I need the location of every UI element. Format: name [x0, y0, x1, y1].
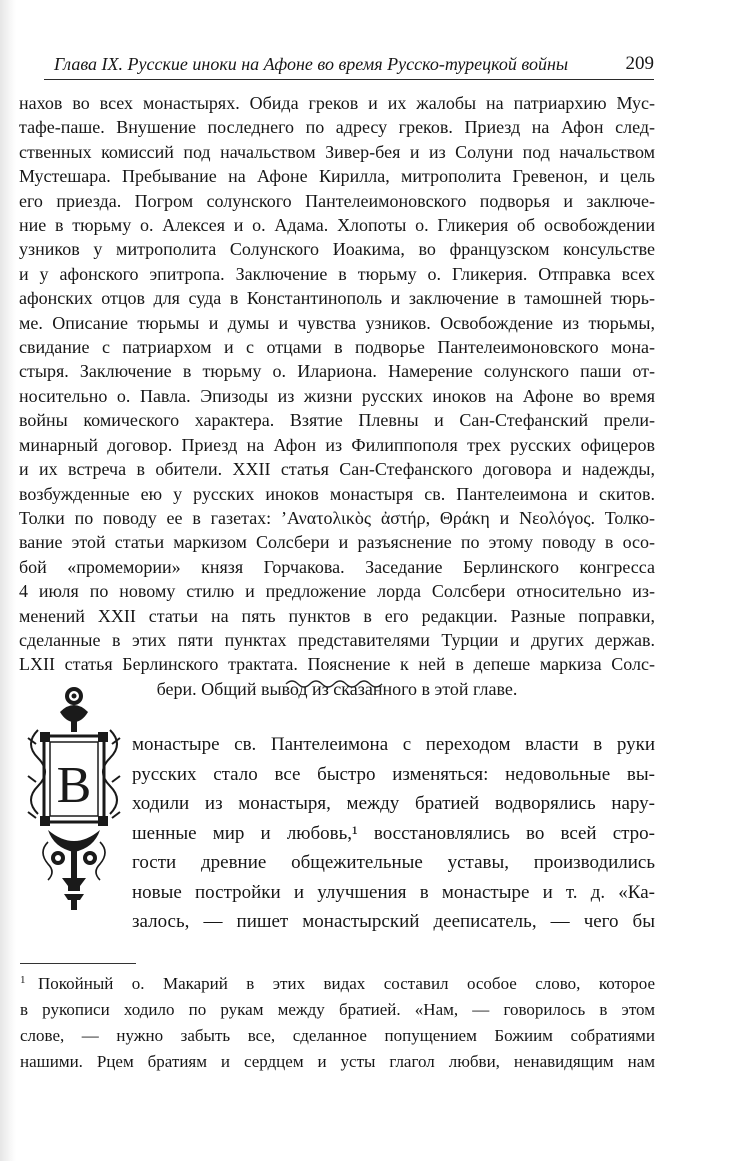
summary-line: носительно о. Павла. Эпизоды из жизни русских иноков на Афоне во время: [19, 385, 655, 406]
summary-line: сделанные в этих пяти пунктах представителями Турции и других держав.: [19, 629, 655, 650]
footnote-rule: [20, 963, 136, 964]
chapter-title: Глава IX. Русские иноки на Афоне во время Русско-турецкой войны: [54, 54, 569, 74]
footnote-line: в рукописи ходило по рукам между братией. «Нам, — говорилось в этом: [20, 1000, 655, 1019]
summary-line: минарный договор. Приезд на Афон из Филиппополя трех русских офицеров: [19, 434, 655, 455]
summary-line: бой «промемории» князя Горчакова. Заседание Берлинского конгресса: [19, 556, 655, 577]
running-header: [44, 52, 654, 78]
summary-line: и у афонского эпитропа. Заключение в тюрьму о. Гликерия. Отправка всех: [19, 263, 655, 284]
body-line: гости древние общежительные уставы, производились: [132, 852, 655, 873]
summary-line: менений XXII статьи на пять пунктов в его редакции. Разные поправки,: [19, 605, 655, 626]
decorative-initial: [18, 682, 130, 914]
body-line: залось, — пишет монастырский дееписатель, — чего бы: [132, 911, 655, 932]
page-spine-shadow: [0, 0, 16, 1161]
body-line: ходили из монастыря, между братией водворялись нару-: [132, 793, 655, 814]
section-ornament: [284, 676, 384, 690]
summary-line: нахов во всех монастырях. Обида греков и их жалобы на патриархию Мус-: [19, 93, 655, 113]
summary-line: Мустешара. Пребывание на Афоне Кирилла, митрополита Гревенон, и цель: [19, 166, 655, 187]
page-number: 209: [625, 53, 654, 74]
body-line: монастыре св. Пантелеимона с переходом власти в руки: [132, 734, 655, 755]
header-rule: [44, 79, 654, 80]
footnote-line: $^1$ Покойный о. Макарий в этих видах составил особое слово, которое: [20, 974, 655, 993]
summary-line: войны комического характера. Взятие Плевны и Сан-Стефанский прели-: [19, 410, 655, 431]
body-line: шенные мир и любовь,¹ восстановлялись во всей стро-: [132, 822, 655, 844]
summary-line: Толки по поводу ее в газетах: ’Ανατολικὸς ἀστήρ, Θράκη и Νεολόγος. Толко-: [19, 507, 655, 528]
summary-line: ственных комиссий под начальством Зивер-бея и из Солуни под начальством: [19, 141, 655, 162]
summary-line: возбужденные ею у русских иноков монастыря св. Пантелеимона и скитов.: [19, 483, 655, 504]
footnote-line: слове, — нужно забыть все, сделанное попущением Божиим собратиями: [20, 1026, 655, 1045]
summary-line: 4 июля по новому стилю и предложение лорда Солсбери относительно из-: [19, 581, 655, 602]
footnote-line: нашими. Рцем братиям и сердцем и усты глагол любви, ненавидящим нам: [20, 1052, 655, 1071]
summary-line: ние в тюрьму о. Алексея и о. Адама. Хлопоты о. Гликерия об освобождении: [19, 215, 655, 236]
footnote: [20, 971, 655, 1075]
summary-line: его приезда. Погром солунского Пантелеимоновского подворья и заключе-: [19, 190, 655, 211]
body-paragraph: [132, 730, 655, 937]
summary-line: стыря. Заключение в тюрьму о. Илариона. Намерение солунского паши от-: [19, 361, 655, 382]
summary-line: ме. Описание тюрьмы и думы и чувства узников. Освобождение из тюрьмы,: [19, 312, 655, 333]
footnote-text: Покойный о. Макарий в этих видах составил особое слово, которое: [38, 974, 655, 993]
summary-line: бери. Общий вывод из сказанного в этой главе.: [156, 678, 518, 699]
summary-line: узников у митрополита Солунского Иоакима, во французском консульстве: [19, 239, 655, 260]
body-line: русских стало все быстро изменяться: недовольные вы-: [132, 763, 655, 785]
summary-line: вание этой статьи маркизом Солсбери и разъяснение по этому поводу в осо-: [19, 532, 655, 553]
summary-line: тафе-паше. Внушение последнего по адресу греков. Приезд на Афон след-: [19, 117, 655, 138]
body-line: новые постройки и улучшения в монастыре и т. д. «Ка-: [132, 881, 655, 903]
summary-line: афонских отцов для суда в Константинополь и заключение в тамошней тюрь-: [19, 288, 655, 309]
summary-line: свидание с патриархом и с отцами в подворье Пантелеимоновского мона-: [19, 337, 655, 358]
summary-line: LXII статья Берлинского трактата. Пояснение к ней в депеше маркиза Солс-: [19, 654, 655, 675]
summary-line: и их встреча в обители. XXII статья Сан-Стефанского договора и надежды,: [19, 459, 655, 480]
dropcap-letter: В: [56, 757, 92, 814]
chapter-summary: [19, 91, 655, 701]
